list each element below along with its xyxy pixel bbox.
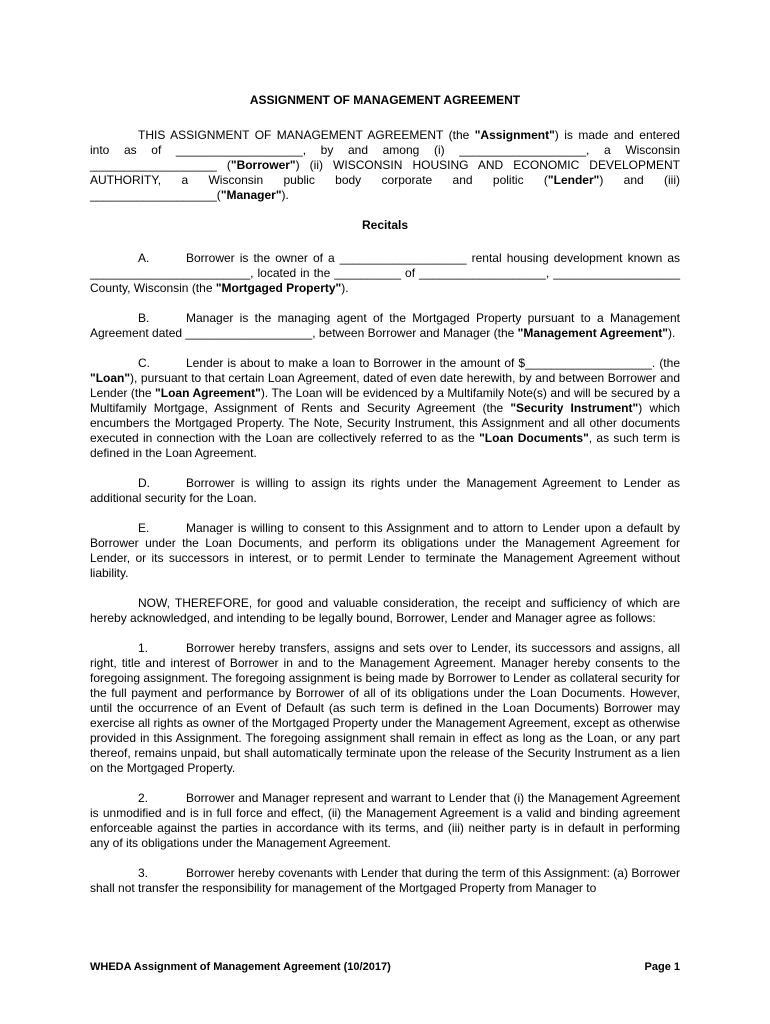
recital-c-text-5: , as such term is defined in the Loan Agreement. [90, 431, 680, 460]
recital-a [90, 251, 680, 296]
recital-b-text-1: Manager is the managing agent of the Mortgaged Property pursuant to a Management Agreement dated ___________________, between Borrower and Manager (the [90, 311, 680, 340]
intro-text-4: ) and (iii) ___________________( [90, 173, 680, 202]
recital-c-text-2: ), pursuant to that certain Loan Agreement, dated of even date herewith, by and between Borrower and Lender (the [90, 371, 680, 400]
recital-c-text-3: ). The Loan will be evidenced by a Multifamily Note(s) and will be secured by a Multifamily Mortgage, Assignment of Rents and Security Agreement (the [90, 386, 680, 415]
recital-a-text-2: ). [341, 281, 349, 295]
footer-document-name: WHEDA Assignment of Management Agreement (10/2017) [90, 961, 391, 973]
lender-term: "Lender" [547, 173, 600, 187]
section-2-label: 2. [138, 791, 149, 805]
security-instrument-term: "Security Instrument" [510, 401, 639, 415]
recital-c-text-4: ) which encumbers the Mortgaged Property. The Note, Security Instrument, this Assignment and all other documents executed in connection with the Loan are collectively referred to as the [90, 401, 681, 445]
manager-term: "Manager" [220, 188, 282, 202]
intro-text-3: ) (ii) WISCONSIN HOUSING AND ECONOMIC DEVELOPMENT AUTHORITY, a Wisconsin public body corporate and politic ( [90, 158, 680, 187]
intro-text-5: ). [281, 188, 289, 202]
section-3-label: 3. [138, 866, 149, 880]
loan-agreement-term: "Loan Agreement" [155, 386, 261, 400]
recital-c [90, 356, 680, 461]
document-body [90, 93, 680, 911]
document-title: ASSIGNMENT OF MANAGEMENT AGREEMENT [249, 93, 521, 107]
recital-b-label: B. [138, 311, 150, 325]
section-3 [90, 866, 680, 896]
recital-d [90, 476, 680, 506]
borrower-term: "Borrower" [230, 158, 296, 172]
recitals-heading: Recitals [361, 218, 409, 232]
loan-documents-term: "Loan Documents" [479, 431, 589, 445]
page-footer [90, 960, 680, 975]
management-agreement-term: "Management Agreement" [517, 326, 668, 340]
recital-e-label: E. [138, 521, 150, 535]
section-2 [90, 791, 680, 851]
recital-a-label: A. [138, 251, 150, 265]
recital-d-label: D. [138, 476, 150, 490]
section-3-text: Borrower hereby covenants with Lender that during the term of this Assignment: (a) Borrower shall not transfer the responsibility for management of the Mortgaged Property from Manager to [90, 866, 680, 895]
assignment-term: "Assignment" [474, 128, 555, 142]
intro-text-1: THIS ASSIGNMENT OF MANAGEMENT AGREEMENT (the [138, 128, 475, 142]
intro-paragraph [90, 128, 680, 203]
section-1 [90, 641, 680, 776]
section-2-text: Borrower and Manager represent and warrant to Lender that (i) the Management Agreement is unmodified and is in full force and effect, (ii) the Management Agreement is a valid and binding agreement enforceable against the parties in accordance with its terms, and (iii) neither party is in default in performing any of its obligations under the Management Agreement. [90, 791, 680, 850]
intro-text-2: ) is made and entered into as of ___________________, by and among (i) ___________________, a Wisconsin ___________________ ( [90, 128, 680, 172]
recital-d-text: Borrower is willing to assign its rights under the Management Agreement to Lender as additional security for the Loan. [90, 476, 680, 505]
recital-e-text: Manager is willing to consent to this Assignment and to attorn to Lender upon a default by Borrower under the Loan Documents, and perform its obligations under the Management Agreement for Lender, or its successors in interest, or to permit Lender to terminate the Management Agreement without liability. [90, 521, 680, 580]
now-therefore-paragraph: NOW, THEREFORE, for good and valuable consideration, the receipt and sufficiency of which are hereby acknowledged, and intending to be legally bound, Borrower, Lender and Manager agree as follows: [90, 596, 680, 625]
recital-a-text-1: Borrower is the owner of a ___________________ rental housing development known as ________________________, located in the __________ of ___________________, ___________________ County, Wisconsin (the [90, 251, 680, 295]
mortgaged-property-term: "Mortgaged Property" [215, 281, 342, 295]
recital-e [90, 521, 680, 581]
recital-b [90, 311, 680, 341]
recital-b-text-2: ). [667, 326, 676, 340]
page-number: Page 1 [644, 961, 680, 973]
recital-c-label: C. [138, 356, 150, 370]
section-1-text: Borrower hereby transfers, assigns and sets over to Lender, its successors and assigns, all right, title and interest of Borrower in and to the Management Agreement. Manager hereby consents to the foregoing assignment. The foregoing assignment is being made by Borrower to Lender as collateral security for the full payment and performance by Borrower of all of its obligations under the Loan Documents. However, until the occurrence of an Event of Default (as such term is defined in the Loan Documents) Borrower may exercise all rights as owner of the Mortgaged Property under the Management Agreement, except as otherwise provided in this Assignment. The foregoing assignment shall remain in effect as long as the Loan, or any part thereof, remains unpaid, but shall automatically terminate upon the release of the Security Instrument as a lien on the Mortgaged Property. [90, 641, 680, 775]
section-1-label: 1. [138, 641, 149, 655]
loan-term: "Loan" [90, 371, 131, 385]
recital-c-text-1: Lender is about to make a loan to Borrower in the amount of $___________________. (the [186, 356, 680, 370]
